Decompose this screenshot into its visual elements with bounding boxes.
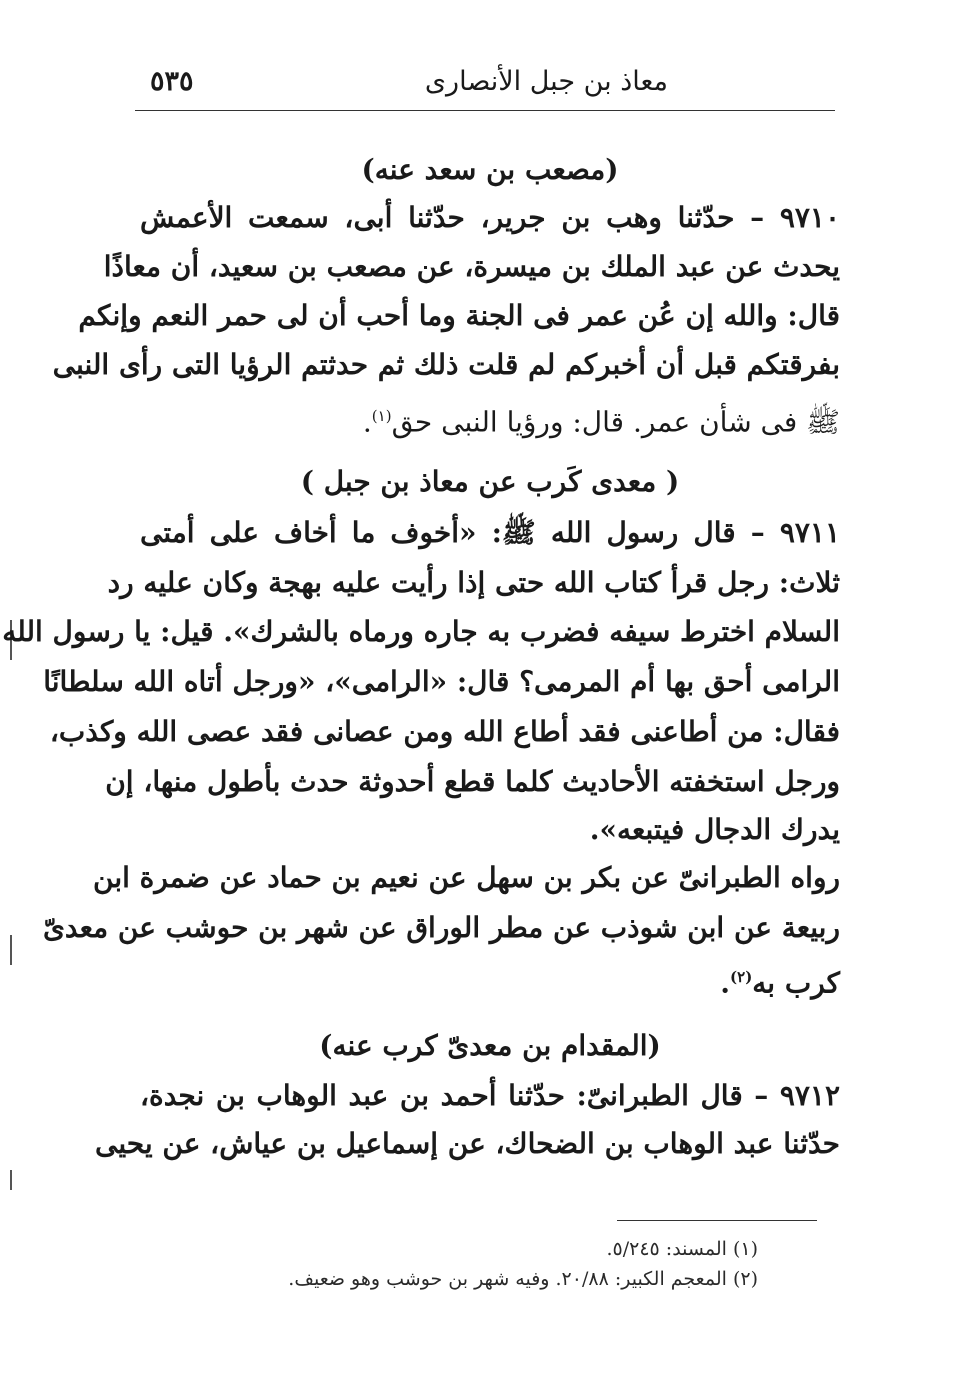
text-line: يدرك الدجال فيتبعه». [589, 813, 840, 846]
footnote-rule [617, 1220, 817, 1221]
text-line: ٩٧١١ – قال رسول الله ﷺ: «أخوف ما أخاف على أمتى [140, 516, 840, 549]
text-line: السلام اخترط سيفه فضرب به جاره ورماه بالشرك». قيل: يا رسول الله [2, 615, 840, 648]
footnote: (١) المسند: ٥/٢٤٥. [606, 1238, 758, 1260]
footnote-ref: (٢) [730, 968, 753, 986]
text-line: ﷺ فى شأن عمر. قال: ورؤيا النبى حق [391, 405, 840, 439]
section-heading: (المقدام بن معدىّ كرب عنه) [319, 1029, 661, 1062]
header-rule [135, 110, 835, 111]
narration-line: رواه الطبرانىّ عن بكر بن سهل عن نعيم بن حماد عن ضمرة ابن [93, 861, 840, 894]
section-heading: ( معدى كَرب عن معاذ بن جبل ) [300, 465, 680, 498]
footnote: (٢) المعجم الكبير: ٢٠/٨٨. وفيه شهر بن حوشب وهو ضعيف. [288, 1268, 758, 1290]
running-header [150, 66, 818, 106]
text-line: كرب به [752, 966, 840, 1000]
sentence-end: . [362, 405, 372, 439]
text-line: ورجل استخفته الأحاديث كلما قطع أحدوثة حدث بأطول منها، إن [105, 765, 840, 798]
page-number: ٥٣٥ [150, 66, 194, 97]
footnote-ref: (١) [371, 407, 392, 425]
scan-edge-mark [10, 935, 12, 965]
text-line: فقال: من أطاعنى فقد أطاع الله ومن عصانى فقد عصى الله وكذب، [49, 715, 840, 748]
section-heading: (مصعب بن سعد عنه) [361, 153, 619, 186]
text-line: ثلاث: رجل قرأ كتاب الله حتى إذا رأيت عليه بهجة وكان عليه رد [107, 566, 840, 599]
text-line: ٩٧١٢ – قال الطبرانىّ: حدّثنا أحمد بن عبد الوهاب بن نجدة، [140, 1079, 840, 1112]
text-line: بفرقتكم قبل أن أخبركم لم قلت ذلك ثم حدثتم الرؤيا التى رأى النبى [52, 348, 840, 381]
text-line: حدّثنا عبد الوهاب بن الضحاك، عن إسماعيل بن عياش، عن يحيى [95, 1127, 840, 1160]
text-line-last [140, 396, 840, 440]
text-line: قال: والله إن عُن عمر فى الجنة وما أحب أن لى حمر النعم وإنكم [78, 299, 840, 332]
running-title: معاذ بن جبل الأنصارى [424, 66, 668, 97]
text-line: يحدث عن عبد الملك بن ميسرة، عن مصعب بن سعيد، أن معاذًا [103, 250, 840, 283]
text-line: ٩٧١٠ – حدّثنا وهب بن جرير، حدّثنا أبى، سمعت الأعمش [140, 201, 840, 234]
sentence-end: . [720, 966, 731, 1000]
scan-edge-mark [10, 1170, 12, 1190]
narration-line-last [140, 957, 840, 1001]
text-line: الرامى أحق بها أم المرمى؟ قال: «الرامى»، «ورجل أتاه الله سلطانًا [43, 665, 840, 698]
narration-line: ربيعة عن ابن شوذب عن مطر الوراق عن شهر بن حوشب عن معدىّ [43, 911, 840, 944]
